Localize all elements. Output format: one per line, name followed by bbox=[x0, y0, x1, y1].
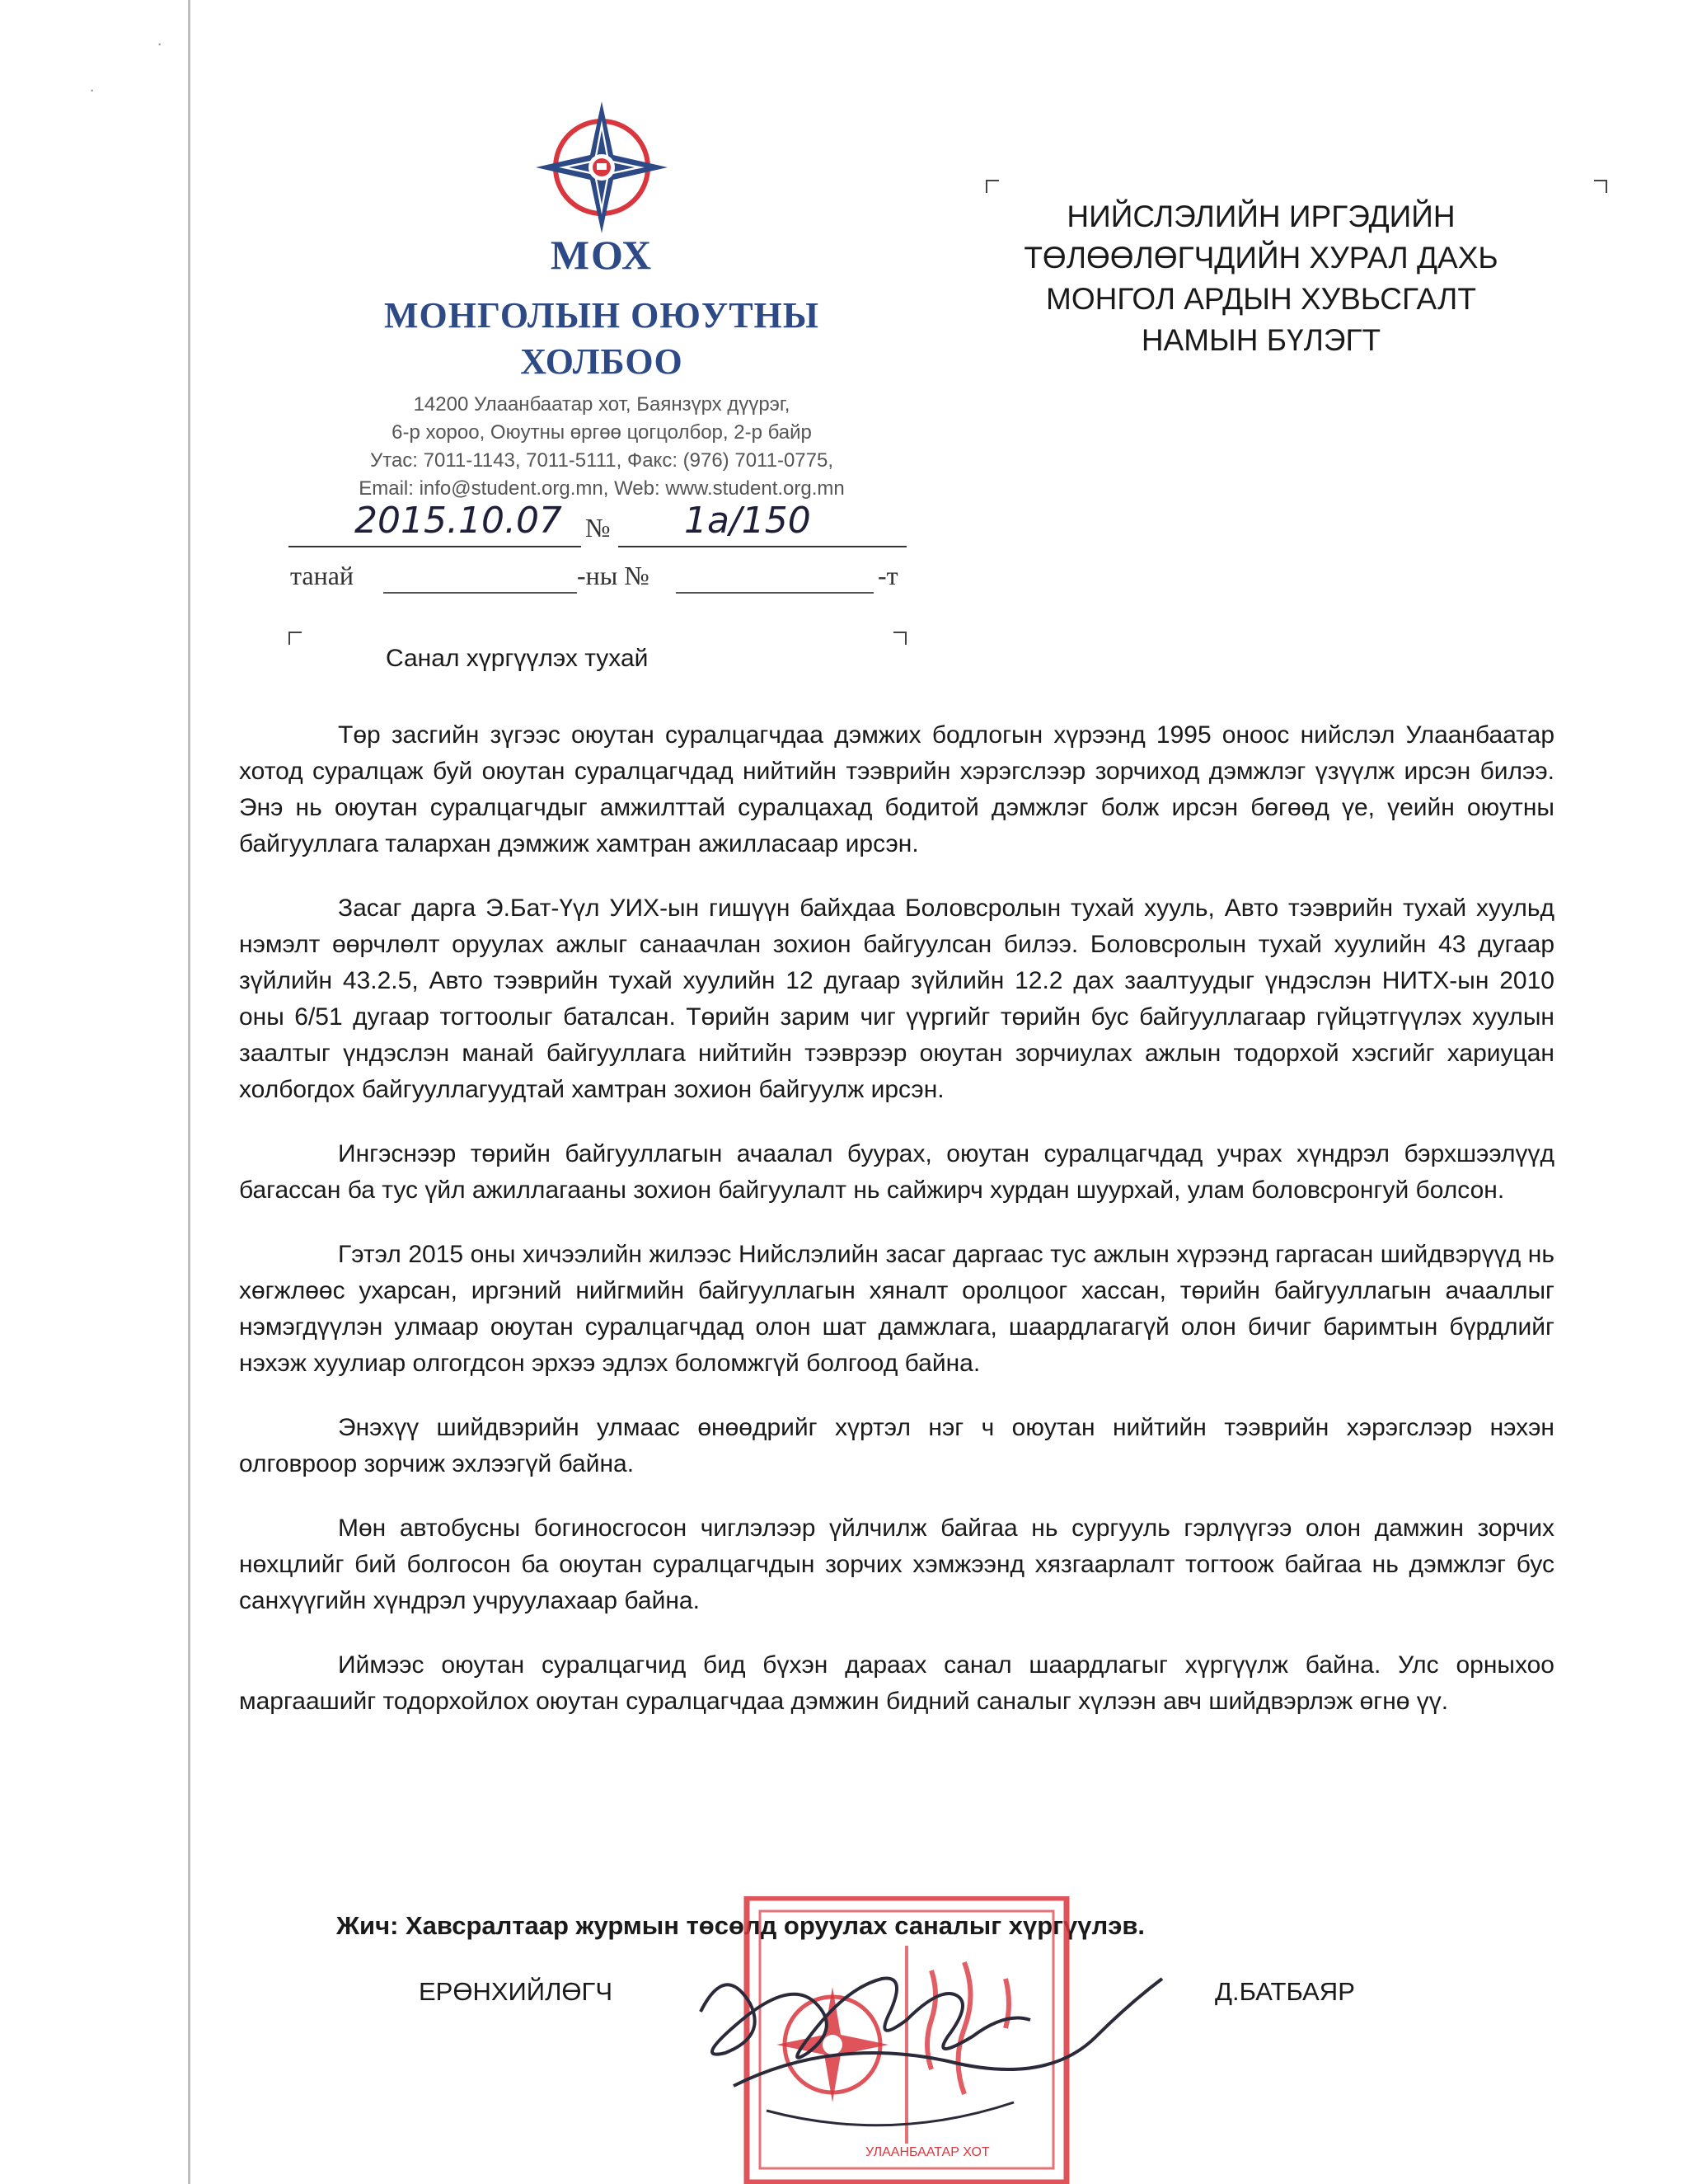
org-name-line1: МОНГОЛЫН ОЮУТНЫ bbox=[384, 295, 819, 336]
recipient-line3: МОНГОЛ АРДЫН ХУВЬСГАЛТ bbox=[1046, 282, 1476, 316]
org-name bbox=[330, 293, 874, 385]
paragraph: Ингэснээр төрийн байгууллагын ачаалал буурах, оюутан суралцагчдад учрах хүндрэл бэрхшээлүүд багассан ба тус үйл ажиллагааны зохион байгуулалт нь сайжирч хурдан шуурхай, улам боловсронгуй болсон. bbox=[239, 1140, 1554, 1204]
attachment-note: Жич: Хавсралтаар журмын төсөлд оруулах саналыг хүргүүлэв. bbox=[336, 1911, 1146, 1940]
address-line2: 6-р хороо, Оюутны өргөө цогцолбор, 2-р байр bbox=[392, 421, 812, 444]
address-line1: 14200 Улаанбаатар хот, Баянзүрх дүүрэг, bbox=[413, 393, 790, 416]
stamp-text: УЛААНБААТАР ХОТ bbox=[865, 2145, 990, 2159]
ny-label: -ны № bbox=[577, 561, 649, 590]
ny-blank bbox=[676, 592, 874, 594]
org-name-line2: ХОЛБОО bbox=[520, 341, 683, 382]
recipient-line4: НАМЫН БҮЛЭГТ bbox=[1141, 323, 1381, 357]
paragraph: Гэтэл 2015 оны хичээлийн жилээс Нийслэлийн засаг даргаас тус ажлын хүрээнд гаргасан шийдвэрүүд нь хөгжлөөс ухарсан, иргэний нийгмийн байгууллагын хяналт оролцоог хассан, төрийн байгууллагын ачааллыг нэмэгдүүлэн улмаар оюутан суралцагчдад олон шат дамжлага, шаардлагагүй олон бичиг баримтын бүрдлийг нэхэж хуулиар олгогдсон эрхээ эдлэх боломжгүй болгоод байна. bbox=[239, 1241, 1554, 1377]
number-underline bbox=[618, 546, 907, 547]
recipient-line1: НИЙСЛЭЛИЙН ИРГЭДИЙН bbox=[1067, 200, 1456, 233]
org-logo bbox=[528, 97, 676, 237]
recipient-line2: ТӨЛӨӨЛӨГЧДИЙН ХУРАЛ ДАХЬ bbox=[1024, 241, 1498, 275]
paragraph: Мөн автобусны богиносгосон чиглэлээр үйлчилж байгаа нь сургууль гэрлүүгээ олон дамжин зорчих нөхцлийг бий болгосон ба оюутан суралцагчдын зорчих хэмжээнд хязгаарлалт тогтоож байгаа нь дэмжлэг бус санхүүгийн хүндрэл учруулахаар байна. bbox=[239, 1515, 1554, 1614]
t-label: -т bbox=[878, 561, 898, 590]
signatory-title: ЕРӨНХИЙЛӨГЧ bbox=[419, 1977, 612, 2006]
letter-body bbox=[239, 717, 1554, 1748]
incoming-reference-row bbox=[288, 561, 915, 594]
number-sign: № bbox=[585, 513, 611, 542]
letter-subject: Санал хүргүүлэх тухай bbox=[386, 645, 649, 672]
paragraph: Иймээс оюутан суралцагчид бид бүхэн дараах санал шаардлагыг хүргүүлж байна. Улс орныхоо маргаашийг тодорхойлох оюутан суралцагчдаа дэмжин бидний саналыг хүлээн авч шийдвэрлэж өгнө үү. bbox=[239, 1651, 1554, 1715]
org-address bbox=[297, 391, 907, 503]
reference-date-row bbox=[288, 500, 907, 549]
page-margin-line bbox=[188, 0, 190, 2184]
paragraph: Төр засгийн зүгээс оюутан суралцагчдаа дэмжих бодлогын хүрээнд 1995 оноос нийслэл Улаанбаатар хотод суралцаж буй оюутан суралцагчдад нийтийн тээврийн хэрэгслээр зорчиход дэмжлэг үзүүлж ирсэн билээ. Энэ нь оюутан суралцагчдыг амжилттай суралцахад бодитой дэмжлэг болж ирсэн бөгөөд үе, үеийн оюутны байгууллага талархан дэмжиж хамтран ажилласаар ирсэн. bbox=[239, 721, 1554, 857]
paragraph: Энэхүү шийдвэрийн улмаас өнөөдрийг хүртэл нэг ч оюутан нийтийн тээврийн хэрэгслээр нэхэн олговроор зорчиж эхлээгүй байна. bbox=[239, 1414, 1554, 1477]
org-abbreviation: МОХ bbox=[550, 232, 654, 278]
signatory-name: Д.БАТБАЯР bbox=[1215, 1977, 1355, 2006]
date-underline bbox=[288, 546, 581, 547]
subject-corner-right bbox=[893, 632, 907, 645]
tanai-label: танай bbox=[290, 561, 354, 590]
letter-date: 2015.10.07 bbox=[354, 500, 562, 542]
recipient-corner-left bbox=[986, 180, 999, 193]
subject-corner-left bbox=[288, 632, 302, 645]
scan-speck: · bbox=[89, 79, 96, 100]
recipient-block bbox=[973, 196, 1550, 361]
phone-line: Утас: 7011-1143, 7011-5111, Факс: (976) 7011-0775, bbox=[369, 449, 834, 472]
recipient-corner-right bbox=[1594, 180, 1607, 193]
tanai-blank bbox=[383, 592, 577, 594]
handwritten-signature bbox=[684, 1937, 1228, 2152]
letter-number: 1а/150 bbox=[684, 500, 811, 542]
scan-speck: · bbox=[157, 33, 163, 54]
paragraph: Засаг дарга Э.Бат-Үүл УИХ-ын гишүүн байхдаа Боловсролын тухай хууль, Авто тээврийн тухай хуульд нэмэлт өөрчлөлт оруулах ажлыг санаачлан зохион байгуулсан билээ. Боловсролын тухай хуулийн 43 дугаар зүйлийн 43.2.5, Авто тээврийн тухай хуулийн 12 дугаар зүйлийн 12.2 дах заалтуудыг үндэслэн НИТХ-ын 2010 оны 6/51 дугаар тогтоолыг баталсан. Төрийн зарим чиг үүргийг төрийн бус байгууллагаар гүйцэтгүүлэх хуулын заалтыг үндэслэн манай байгууллага нийтийн тээврээр оюутан зорчиулах ажлын тодорхой хэсгийг хариуцан холбогдох байгууллагуудтай хамтран зохион байгуулж ирсэн. bbox=[239, 895, 1554, 1103]
email-line: Email: info@student.org.mn, Web: www.student.org.mn bbox=[359, 477, 845, 500]
